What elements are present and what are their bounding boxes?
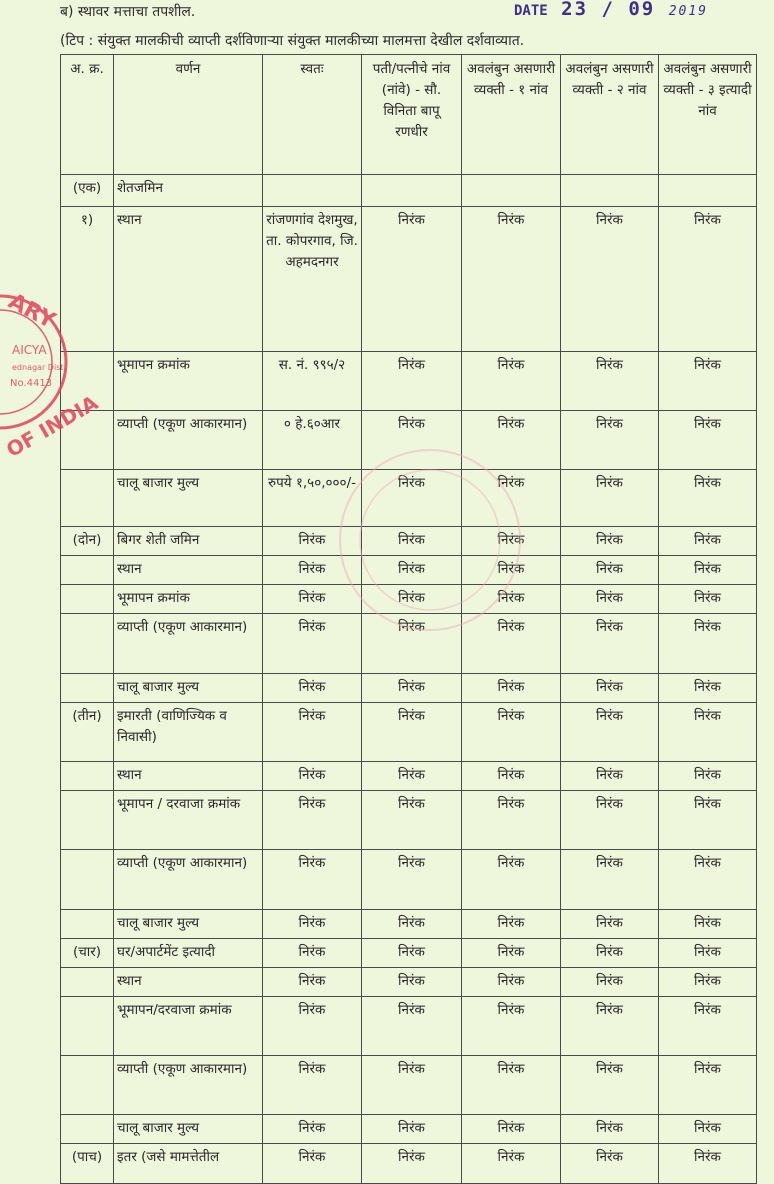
seal-text-bottom: OF INDIA bbox=[2, 390, 102, 462]
row-description: चालू बाजार मुल्य bbox=[114, 674, 263, 703]
cell-dependent-1: निरंक bbox=[462, 470, 561, 527]
row-description: भूमापन क्रमांक bbox=[114, 585, 263, 614]
cell-dependent-2: निरंक bbox=[561, 614, 659, 674]
cell-dependent-3: निरंक bbox=[659, 1115, 757, 1144]
row-description: चालू बाजार मुल्य bbox=[114, 470, 263, 527]
row-serial: १) bbox=[61, 207, 114, 352]
row-serial bbox=[61, 910, 114, 939]
row-description: चालू बाजार मुल्य bbox=[114, 1115, 263, 1144]
cell-self: निरंक bbox=[263, 1144, 362, 1184]
cell-self: निरंक bbox=[263, 939, 362, 968]
cell-dependent-2: निरंक bbox=[561, 411, 659, 470]
header-description: वर्णन bbox=[114, 55, 263, 175]
cell-dependent-1: निरंक bbox=[462, 352, 561, 411]
table-body bbox=[61, 175, 757, 1184]
row-description: स्थान bbox=[114, 556, 263, 585]
cell-dependent-1: निरंक bbox=[462, 1115, 561, 1144]
row-serial bbox=[61, 614, 114, 674]
row-serial bbox=[61, 1115, 114, 1144]
cell-spouse: निरंक bbox=[362, 411, 462, 470]
header-dependent-1: अवलंबुन असणारी व्यक्ती - १ नांव bbox=[462, 55, 561, 175]
row-description: व्याप्ती (एकूण आकारमान) bbox=[114, 1056, 263, 1115]
header-spouse: पती/पत्नीचे नांव (नांवे) - सौ. विनिता बापू रणधीर bbox=[362, 55, 462, 175]
cell-spouse: निरंक bbox=[362, 997, 462, 1056]
cell-dependent-3 bbox=[659, 175, 757, 207]
cell-dependent-1: निरंक bbox=[462, 762, 561, 791]
header-self: स्वतः bbox=[263, 55, 362, 175]
cell-dependent-1: निरंक bbox=[462, 585, 561, 614]
row-description: स्थान bbox=[114, 968, 263, 997]
table-row bbox=[61, 850, 757, 910]
cell-dependent-2: निरंक bbox=[561, 1056, 659, 1115]
cell-spouse: निरंक bbox=[362, 791, 462, 850]
cell-dependent-3: निरंक bbox=[659, 470, 757, 527]
seal-name: AICYA bbox=[12, 343, 47, 357]
cell-spouse: निरंक bbox=[362, 939, 462, 968]
header-dependent-3: अवलंबुन असणारी व्यक्ती - ३ इत्यादी नांव bbox=[659, 55, 757, 175]
cell-spouse: निरंक bbox=[362, 850, 462, 910]
cell-dependent-1: निरंक bbox=[462, 614, 561, 674]
cell-spouse: निरंक bbox=[362, 207, 462, 352]
table-row bbox=[61, 939, 757, 968]
cell-self bbox=[263, 175, 362, 207]
cell-dependent-3: निरंक bbox=[659, 674, 757, 703]
cell-self: रुपये १,५०,०००/- bbox=[263, 470, 362, 527]
table-row bbox=[61, 352, 757, 411]
row-description: व्याप्ती (एकूण आकारमान) bbox=[114, 411, 263, 470]
cell-dependent-3: निरंक bbox=[659, 411, 757, 470]
cell-self: निरंक bbox=[263, 791, 362, 850]
cell-dependent-1: निरंक bbox=[462, 968, 561, 997]
cell-dependent-3: निरंक bbox=[659, 997, 757, 1056]
row-description: स्थान bbox=[114, 762, 263, 791]
table-row bbox=[61, 674, 757, 703]
cell-spouse: निरंक bbox=[362, 614, 462, 674]
row-description: भूमापन क्रमांक bbox=[114, 352, 263, 411]
cell-self: रांजणगांव देशमुख, ता. कोपरगाव, जि. अहमदनगर bbox=[263, 207, 362, 352]
cell-spouse: निरंक bbox=[362, 556, 462, 585]
cell-self: निरंक bbox=[263, 674, 362, 703]
table-row bbox=[61, 703, 757, 762]
cell-self: निरंक bbox=[263, 585, 362, 614]
table-row bbox=[61, 207, 757, 352]
row-serial bbox=[61, 674, 114, 703]
date-stamp bbox=[514, 0, 708, 20]
table-header-row bbox=[61, 55, 757, 175]
cell-dependent-1: निरंक bbox=[462, 1056, 561, 1115]
cell-spouse: निरंक bbox=[362, 1056, 462, 1115]
cell-dependent-3: निरंक bbox=[659, 968, 757, 997]
cell-dependent-2: निरंक bbox=[561, 556, 659, 585]
cell-spouse: निरंक bbox=[362, 1144, 462, 1184]
row-description: भूमापन/दरवाजा क्रमांक bbox=[114, 997, 263, 1056]
row-serial: (चार) bbox=[61, 939, 114, 968]
cell-dependent-1: निरंक bbox=[462, 703, 561, 762]
faint-stamp bbox=[330, 440, 530, 640]
cell-dependent-2: निरंक bbox=[561, 674, 659, 703]
row-serial bbox=[61, 585, 114, 614]
date-stamp-label: DATE bbox=[514, 3, 548, 19]
cell-self: निरंक bbox=[263, 997, 362, 1056]
cell-self: निरंक bbox=[263, 850, 362, 910]
notary-seal bbox=[0, 262, 110, 462]
table-row bbox=[61, 791, 757, 850]
cell-dependent-2: निरंक bbox=[561, 1115, 659, 1144]
cell-dependent-3: निरंक bbox=[659, 703, 757, 762]
cell-dependent-2: निरंक bbox=[561, 470, 659, 527]
cell-dependent-3: निरंक bbox=[659, 939, 757, 968]
cell-dependent-2: निरंक bbox=[561, 939, 659, 968]
row-serial bbox=[61, 762, 114, 791]
row-description: घर/अपार्टमेंट इत्यादी bbox=[114, 939, 263, 968]
cell-spouse: निरंक bbox=[362, 527, 462, 556]
table-row bbox=[61, 1115, 757, 1144]
row-description: व्याप्ती (एकूण आकारमान) bbox=[114, 614, 263, 674]
table-row bbox=[61, 1144, 757, 1184]
cell-dependent-1: निरंक bbox=[462, 527, 561, 556]
table-row bbox=[61, 910, 757, 939]
row-serial bbox=[61, 1056, 114, 1115]
cell-dependent-1: निरंक bbox=[462, 411, 561, 470]
faint-stamp-inner bbox=[360, 470, 500, 610]
row-serial: (पाच) bbox=[61, 1144, 114, 1184]
row-description: इतर (जसे मामत्तेतील bbox=[114, 1144, 263, 1184]
cell-spouse: निरंक bbox=[362, 703, 462, 762]
table-row bbox=[61, 762, 757, 791]
section-note: (टिप : संयुक्त मालकीची व्याप्ती दर्शविणाऱ्या संयुक्त मालकीच्या मालमत्ता देखील दर्शवाव्यात. bbox=[60, 33, 525, 49]
cell-dependent-3: निरंक bbox=[659, 910, 757, 939]
cell-dependent-3: निरंक bbox=[659, 762, 757, 791]
cell-dependent-1: निरंक bbox=[462, 674, 561, 703]
table-row bbox=[61, 175, 757, 207]
cell-spouse: निरंक bbox=[362, 968, 462, 997]
header-serial: अ. क्र. bbox=[61, 55, 114, 175]
row-description: स्थान bbox=[114, 207, 263, 352]
seal-text-top: ARY bbox=[4, 289, 59, 334]
cell-self: निरंक bbox=[263, 910, 362, 939]
cell-dependent-2: निरंक bbox=[561, 585, 659, 614]
row-serial: (एक) bbox=[61, 175, 114, 207]
cell-dependent-1: निरंक bbox=[462, 939, 561, 968]
cell-dependent-3: निरंक bbox=[659, 1056, 757, 1115]
table-row bbox=[61, 968, 757, 997]
cell-dependent-2: निरंक bbox=[561, 207, 659, 352]
cell-self: निरंक bbox=[263, 614, 362, 674]
date-stamp-handwritten: 2019 bbox=[668, 4, 709, 19]
row-description: बिगर शेती जमिन bbox=[114, 527, 263, 556]
cell-dependent-1: निरंक bbox=[462, 207, 561, 352]
cell-dependent-2: निरंक bbox=[561, 762, 659, 791]
row-serial: (दोन) bbox=[61, 527, 114, 556]
cell-self: निरंक bbox=[263, 527, 362, 556]
header-dependent-2: अवलंबुन असणारी व्यक्ती - २ नांव bbox=[561, 55, 659, 175]
cell-dependent-1: निरंक bbox=[462, 791, 561, 850]
cell-dependent-3: निरंक bbox=[659, 585, 757, 614]
row-serial: (तीन) bbox=[61, 703, 114, 762]
row-serial bbox=[61, 968, 114, 997]
cell-dependent-3: निरंक bbox=[659, 527, 757, 556]
cell-dependent-2: निरंक bbox=[561, 791, 659, 850]
cell-self: ० हे.६०आर bbox=[263, 411, 362, 470]
row-serial bbox=[61, 470, 114, 527]
cell-self: निरंक bbox=[263, 968, 362, 997]
cell-dependent-3: निरंक bbox=[659, 207, 757, 352]
cell-dependent-2: निरंक bbox=[561, 352, 659, 411]
table-row bbox=[61, 997, 757, 1056]
section-heading: ब) स्थावर मत्ताचा तपशील. bbox=[60, 4, 196, 20]
row-serial bbox=[61, 850, 114, 910]
cell-dependent-1: निरंक bbox=[462, 997, 561, 1056]
cell-dependent-1: निरंक bbox=[462, 1144, 561, 1184]
cell-dependent-1: निरंक bbox=[462, 556, 561, 585]
cell-self: निरंक bbox=[263, 762, 362, 791]
cell-spouse: निरंक bbox=[362, 352, 462, 411]
cell-dependent-3: निरंक bbox=[659, 614, 757, 674]
cell-dependent-3: निरंक bbox=[659, 556, 757, 585]
cell-self: निरंक bbox=[263, 1115, 362, 1144]
faint-stamp-outer bbox=[340, 450, 520, 630]
seal-number: No.4413 bbox=[10, 378, 53, 389]
cell-dependent-2: निरंक bbox=[561, 703, 659, 762]
cell-spouse: निरंक bbox=[362, 762, 462, 791]
row-description: इमारती (वाणिज्यिक व निवासी) bbox=[114, 703, 263, 762]
cell-dependent-1 bbox=[462, 175, 561, 207]
row-serial bbox=[61, 997, 114, 1056]
cell-self: स. नं. ९९५/२ bbox=[263, 352, 362, 411]
cell-dependent-2: निरंक bbox=[561, 910, 659, 939]
cell-dependent-1: निरंक bbox=[462, 910, 561, 939]
cell-spouse: निरंक bbox=[362, 674, 462, 703]
cell-dependent-3: निरंक bbox=[659, 850, 757, 910]
cell-self: निरंक bbox=[263, 1056, 362, 1115]
cell-dependent-2: निरंक bbox=[561, 527, 659, 556]
cell-dependent-3: निरंक bbox=[659, 352, 757, 411]
cell-self: निरंक bbox=[263, 556, 362, 585]
cell-spouse bbox=[362, 175, 462, 207]
cell-spouse: निरंक bbox=[362, 585, 462, 614]
cell-dependent-2 bbox=[561, 175, 659, 207]
row-description: शेतजमिन bbox=[114, 175, 263, 207]
table-row bbox=[61, 1056, 757, 1115]
cell-dependent-2: निरंक bbox=[561, 1144, 659, 1184]
cell-dependent-3: निरंक bbox=[659, 791, 757, 850]
row-description: व्याप्ती (एकूण आकारमान) bbox=[114, 850, 263, 910]
cell-spouse: निरंक bbox=[362, 910, 462, 939]
cell-dependent-2: निरंक bbox=[561, 997, 659, 1056]
row-description: भूमापन / दरवाजा क्रमांक bbox=[114, 791, 263, 850]
seal-district: ednagar Dist bbox=[12, 363, 64, 372]
cell-spouse: निरंक bbox=[362, 470, 462, 527]
row-serial bbox=[61, 556, 114, 585]
row-description: चालू बाजार मुल्य bbox=[114, 910, 263, 939]
cell-dependent-2: निरंक bbox=[561, 850, 659, 910]
cell-dependent-1: निरंक bbox=[462, 850, 561, 910]
cell-spouse: निरंक bbox=[362, 1115, 462, 1144]
cell-self: निरंक bbox=[263, 703, 362, 762]
cell-dependent-3: निरंक bbox=[659, 1144, 757, 1184]
date-stamp-value: 23 / 09 bbox=[561, 0, 656, 20]
cell-dependent-2: निरंक bbox=[561, 968, 659, 997]
row-serial bbox=[61, 791, 114, 850]
